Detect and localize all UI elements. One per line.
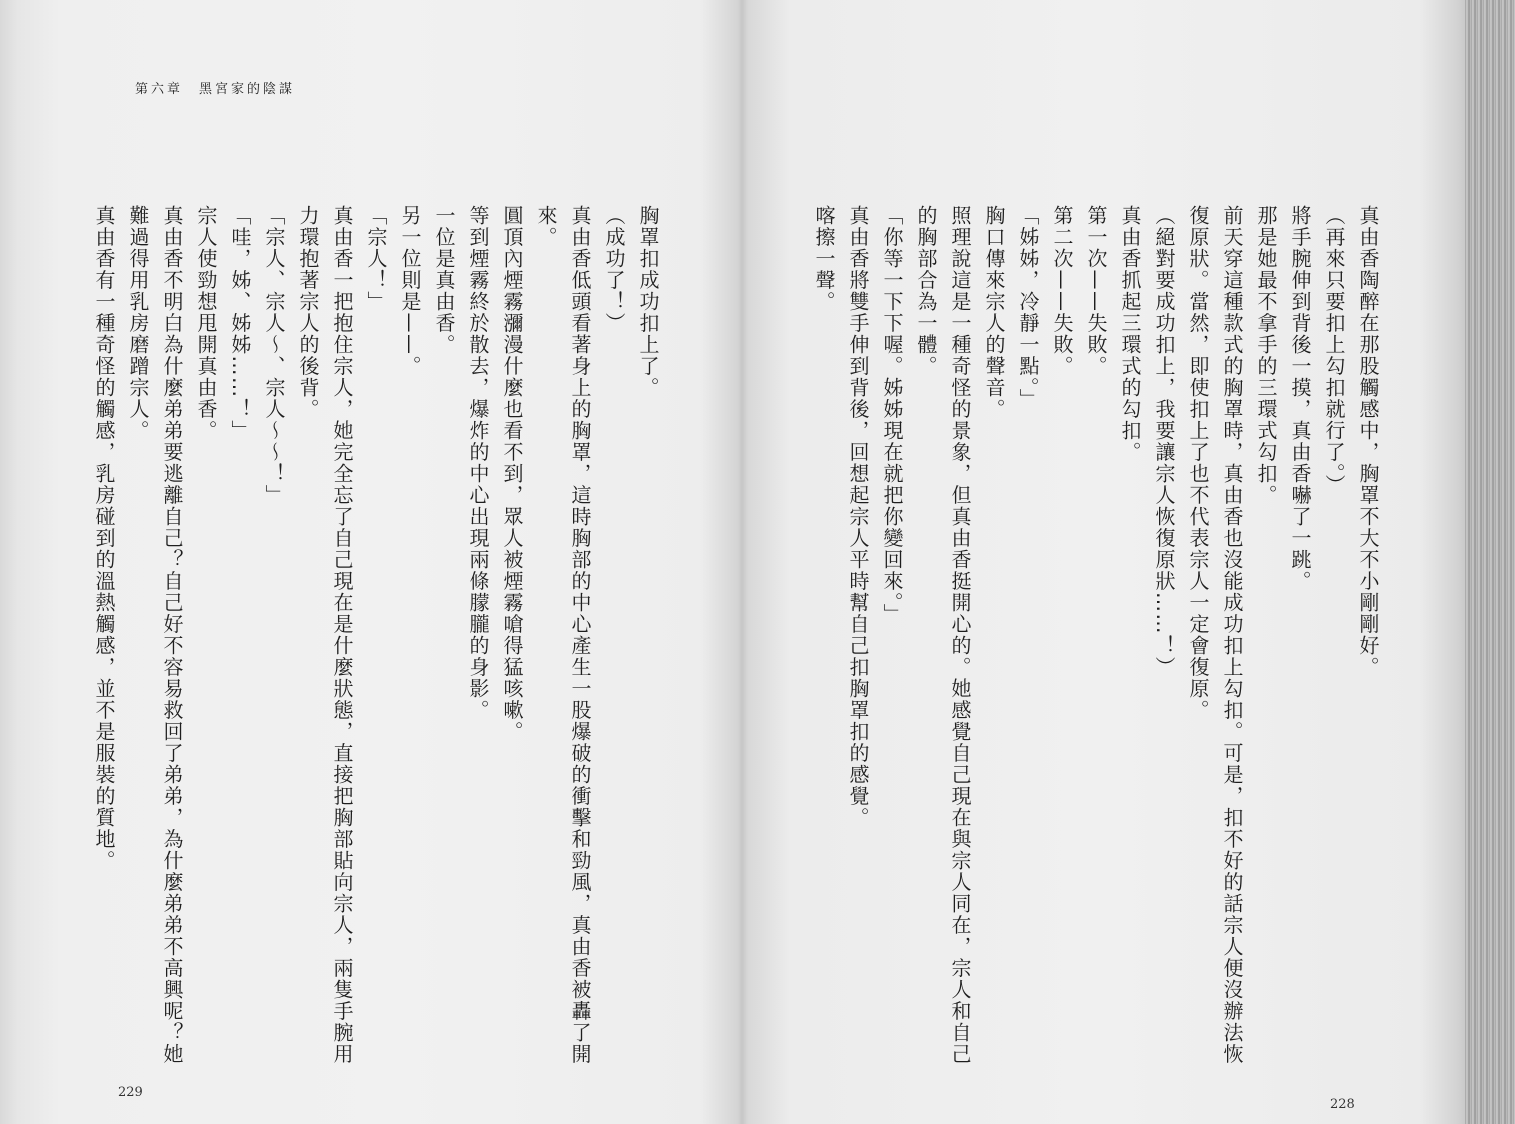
text-line: 胸口傳來宗人的聲音。 xyxy=(982,205,1006,420)
text-line: 「你等一下下喔。姊姊現在就把你變回來。」 xyxy=(880,205,904,625)
left-page xyxy=(0,0,740,1124)
text-line: 將手腕伸到背後一摸，真由香嚇了一跳。 xyxy=(1288,205,1312,592)
text-line: （絕對要成功扣上，我要讓宗人恢復原狀……！） xyxy=(1152,205,1176,678)
text-line: 復原狀。當然，即使扣上了也不代表宗人一定會復原。 xyxy=(1186,205,1210,721)
text-line: 一位是真由香。 xyxy=(432,205,456,356)
text-line: 宗人使勁想甩開真由香。 xyxy=(194,205,218,442)
page-number: 229 xyxy=(118,1085,143,1100)
text-line: 等到煙霧終於散去，爆炸的中心出現兩條朦朧的身影。 xyxy=(466,205,490,721)
text-line: 力環抱著宗人的後背。 xyxy=(296,205,320,420)
text-line: 照理說這是一種奇怪的景象，但真由香挺開心的。她感覺自己現在與宗人同在，宗人和自己 xyxy=(948,205,972,1065)
text-line: 難過得用乳房磨蹭宗人。 xyxy=(126,205,150,442)
text-line: 真由香不明白為什麼弟弟要逃離自己？自己好不容易救回了弟弟，為什麼弟弟不高興呢？她 xyxy=(160,205,184,1065)
text-line: 真由香有一種奇怪的觸感，乳房碰到的溫熱觸感，並不是服裝的質地。 xyxy=(92,205,116,872)
text-line: 胸罩扣成功扣上了。 xyxy=(636,205,660,399)
left-page-text xyxy=(87,205,665,1085)
text-line: （成功了！） xyxy=(602,205,626,334)
text-line: 「宗人、宗人～、宗人～～！」 xyxy=(262,205,286,506)
text-line: 第二次——失敗。 xyxy=(1050,205,1074,377)
right-page-text xyxy=(807,205,1385,1085)
text-line: 真由香陶醉在那股觸感中，胸罩不大不小剛剛好。 xyxy=(1356,205,1380,678)
text-line: 「宗人！」 xyxy=(364,205,388,313)
text-line: 那是她最不拿手的三環式勾扣。 xyxy=(1254,205,1278,506)
text-line: （再來只要扣上勾扣就行了。） xyxy=(1322,205,1346,496)
page-number: 228 xyxy=(1330,1097,1355,1112)
text-line: 圓頂內煙霧瀰漫什麼也看不到，眾人被煙霧嗆得猛咳嗽。 xyxy=(500,205,524,743)
page-edge-stack xyxy=(1465,0,1515,1124)
right-page xyxy=(745,0,1465,1124)
text-line: 的胸部合為一體。 xyxy=(914,205,938,377)
text-line: 「哇，姊、姊姊……！」 xyxy=(228,205,252,442)
text-line: 前天穿這種款式的胸罩時，真由香也沒能成功扣上勾扣。可是，扣不好的話宗人便沒辦法恢 xyxy=(1220,205,1244,1065)
running-head: 第六章 黑宮家的陰謀 xyxy=(135,82,296,97)
text-line: 喀擦一聲。 xyxy=(812,205,836,313)
text-line: 真由香將雙手伸到背後，回想起宗人平時幫自己扣胸罩扣的感覺。 xyxy=(846,205,870,829)
text-line: 另一位則是——。 xyxy=(398,205,422,377)
text-line: 真由香低頭看著身上的胸罩，這時胸部的中心產生一股爆破的衝擊和勁風，真由香被轟了開 xyxy=(568,205,592,1065)
text-line: 真由香一把抱住宗人，她完全忘了自己現在是什麼狀態，直接把胸部貼向宗人，兩隻手腕用 xyxy=(330,205,354,1065)
text-line: 第一次——失敗。 xyxy=(1084,205,1108,377)
text-line: 「姊姊，冷靜一點。」 xyxy=(1016,205,1040,410)
text-line: 來。 xyxy=(534,205,558,248)
text-line: 真由香抓起三環式的勾扣。 xyxy=(1118,205,1142,463)
